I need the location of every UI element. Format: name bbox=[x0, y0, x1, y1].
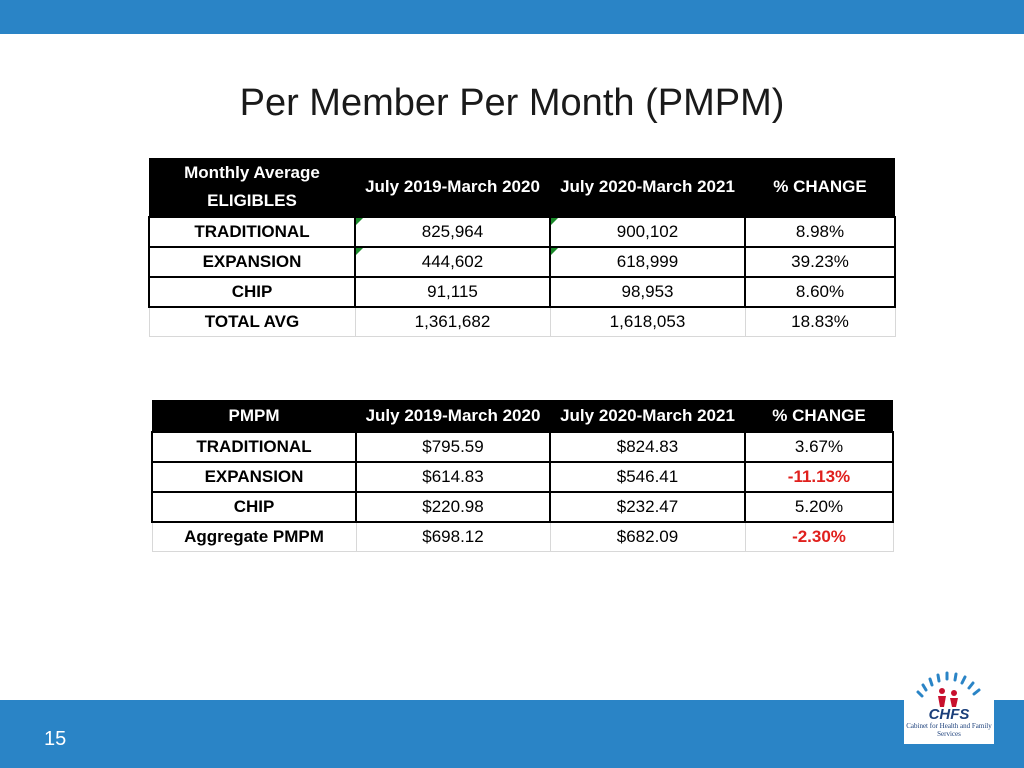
table-total-row bbox=[152, 522, 893, 552]
table-cell: 39.23% bbox=[745, 247, 895, 277]
table-row bbox=[149, 247, 895, 277]
row-label: EXPANSION bbox=[149, 247, 355, 277]
column-header: July 2020-March 2021 bbox=[550, 400, 745, 432]
table-header-row bbox=[149, 158, 895, 217]
table-row bbox=[152, 492, 893, 522]
top-accent-bar bbox=[0, 0, 1024, 34]
row-label: EXPANSION bbox=[152, 462, 356, 492]
table-row bbox=[149, 217, 895, 247]
table-cell: $614.83 bbox=[356, 462, 550, 492]
column-header: July 2019-March 2020 bbox=[355, 158, 550, 217]
chfs-logo-icon bbox=[904, 666, 994, 708]
row-label: CHIP bbox=[152, 492, 356, 522]
eligibles-header bbox=[149, 158, 355, 217]
table-cell: $682.09 bbox=[550, 522, 745, 552]
table-header-row bbox=[152, 400, 893, 432]
eligibles-header-line1: Monthly Average bbox=[184, 163, 320, 182]
chfs-logo bbox=[904, 666, 994, 744]
column-header: July 2019-March 2020 bbox=[356, 400, 550, 432]
table-row bbox=[152, 432, 893, 462]
table-cell: 18.83% bbox=[745, 307, 895, 337]
table-total-row bbox=[149, 307, 895, 337]
column-header: July 2020-March 2021 bbox=[550, 158, 745, 217]
table-cell: 900,102 bbox=[550, 217, 745, 247]
negative-change-cell: -11.13% bbox=[745, 462, 893, 492]
table-cell: $546.41 bbox=[550, 462, 745, 492]
table-row bbox=[149, 277, 895, 307]
pmpm-table bbox=[151, 400, 894, 552]
column-header: % CHANGE bbox=[745, 400, 893, 432]
row-label: TRADITIONAL bbox=[149, 217, 355, 247]
eligibles-header-line2: ELIGIBLES bbox=[207, 191, 297, 210]
table-cell: 91,115 bbox=[355, 277, 550, 307]
logo-subtitle: Cabinet for Health and Family Services bbox=[906, 722, 992, 738]
page-title: Per Member Per Month (PMPM) bbox=[239, 82, 785, 124]
row-label: TRADITIONAL bbox=[152, 432, 356, 462]
table-cell: $824.83 bbox=[550, 432, 745, 462]
table-cell: $698.12 bbox=[356, 522, 550, 552]
table-row bbox=[152, 462, 893, 492]
bottom-accent-bar bbox=[0, 700, 1024, 768]
table-cell: 618,999 bbox=[550, 247, 745, 277]
eligibles-table bbox=[148, 158, 896, 337]
table-cell: 825,964 bbox=[355, 217, 550, 247]
table-cell: 444,602 bbox=[355, 247, 550, 277]
table-cell: 8.98% bbox=[745, 217, 895, 247]
table-cell: 1,618,053 bbox=[550, 307, 745, 337]
table-cell: $220.98 bbox=[356, 492, 550, 522]
row-label: CHIP bbox=[149, 277, 355, 307]
row-label: TOTAL AVG bbox=[149, 307, 355, 337]
table-cell: 3.67% bbox=[745, 432, 893, 462]
table-cell: $232.47 bbox=[550, 492, 745, 522]
table-cell: 5.20% bbox=[745, 492, 893, 522]
table-cell: 98,953 bbox=[550, 277, 745, 307]
logo-wordmark: CHFS bbox=[928, 706, 970, 723]
column-header: % CHANGE bbox=[745, 158, 895, 217]
negative-change-cell: -2.30% bbox=[745, 522, 893, 552]
table-cell: 8.60% bbox=[745, 277, 895, 307]
pmpm-header: PMPM bbox=[152, 400, 356, 432]
page-number: 15 bbox=[44, 728, 67, 750]
row-label: Aggregate PMPM bbox=[152, 522, 356, 552]
table-cell: $795.59 bbox=[356, 432, 550, 462]
table-cell: 1,361,682 bbox=[355, 307, 550, 337]
